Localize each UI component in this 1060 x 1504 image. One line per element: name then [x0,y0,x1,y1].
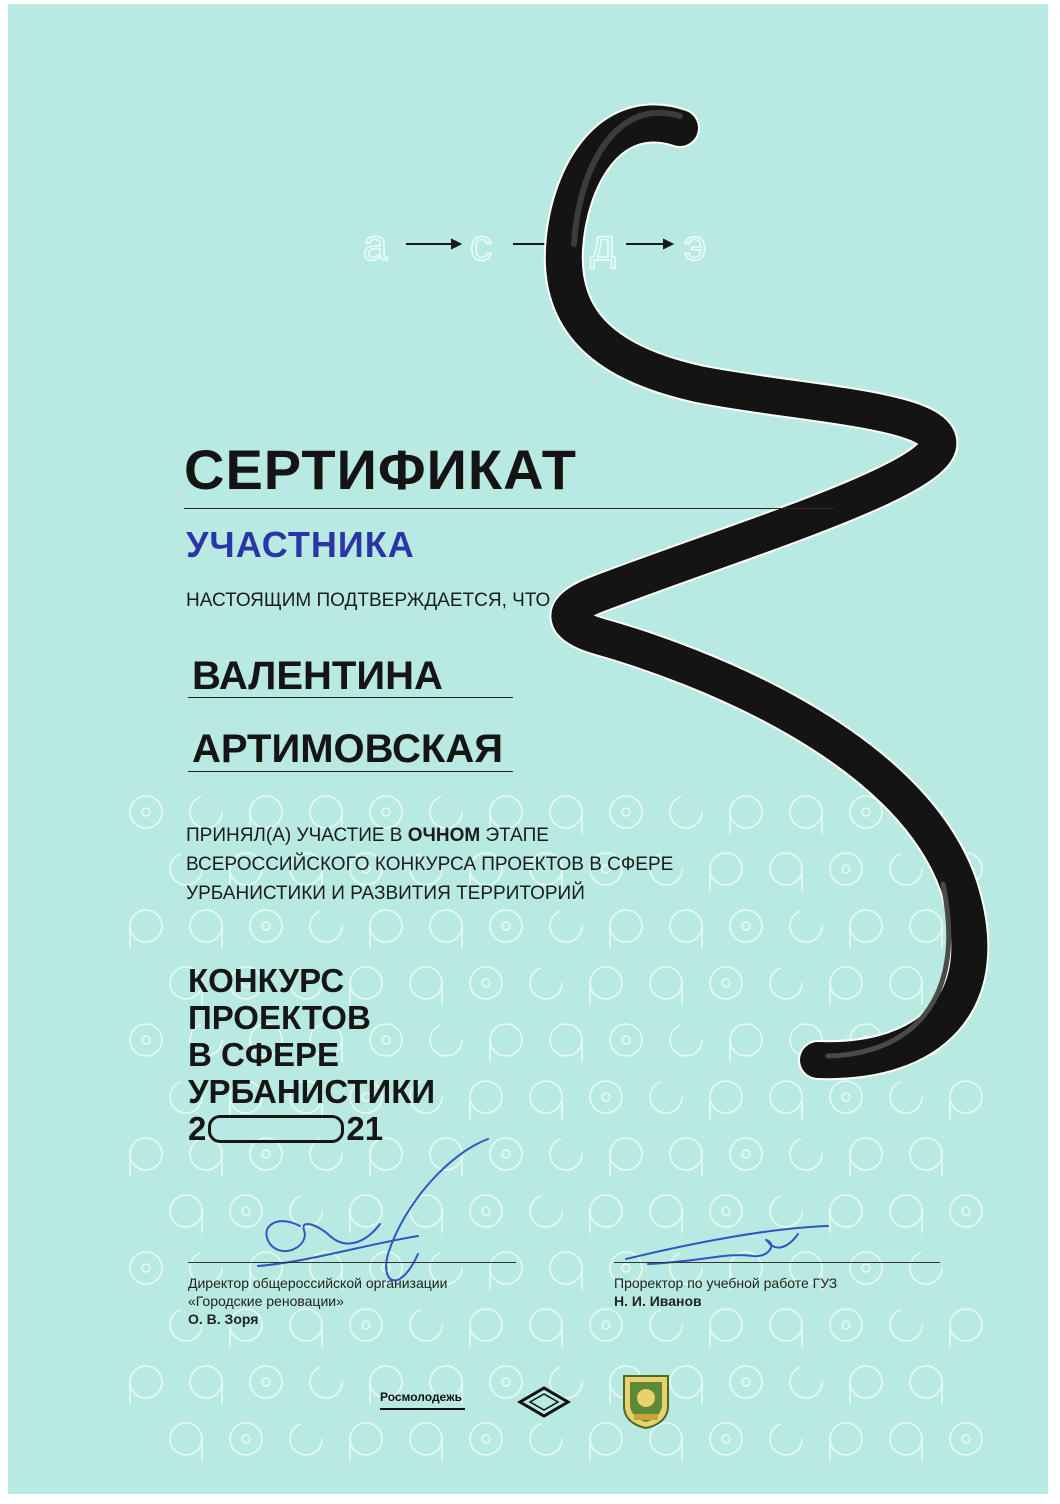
left-signature-stroke [386,1139,488,1280]
right-signature-tail [768,1234,798,1248]
contest-logo-line-4: УРБАНИСТИКИ [188,1073,436,1110]
confirmation-text: НАСТОЯЩИМ ПОДТВЕРЖДАЕТСЯ, ЧТО [186,590,551,611]
left-signatory-org: «Городские реновации» [188,1293,344,1309]
rosmolodezh-logo-underline [380,1408,465,1410]
participation-emphasis: ОЧНОМ [407,825,481,846]
right-signature-stroke [626,1226,828,1259]
right-signatory-name: Н. И. Иванов [614,1293,702,1309]
signatures-drawing [8,4,1048,1494]
year-start: 2 [188,1110,207,1147]
participation-prefix: ПРИНЯЛ(А) УЧАСТИЕ В [186,825,408,846]
contest-logo-line-1: КОНКУРС [188,962,345,999]
right-signature-loop [648,1240,771,1264]
right-signature-line [614,1262,940,1263]
right-signatory-title: Проректор по учебной работе ГУЗ [614,1275,838,1291]
logo-letter-d: д [590,221,616,270]
participant-first-name: ВАЛЕНТИНА [192,654,443,698]
participation-suffix: ЭТАПЕ [480,825,549,846]
university-emblem-icon [620,1370,672,1430]
contest-logo-line-3: В СФЕРЕ [188,1036,340,1073]
logo-letter-s: с [470,221,492,270]
participation-line-3: УРБАНИСТИКИ И РАЗВИТИЯ ТЕРРИТОРИЙ [186,883,585,904]
participant-last-name: АРТИМОВСКАЯ [192,727,503,771]
left-signature-line [188,1262,516,1263]
right-signature-block [614,1274,837,1310]
contest-logo-line-2: ПРОЕКТОВ [188,999,371,1036]
diamond-logo-icon [516,1384,572,1420]
certificate-title: СЕРТИФИКАТ [184,438,577,501]
left-signatory-name: О. В. Зоря [188,1311,259,1327]
participation-line-2: ВСЕРОССИЙСКОГО КОНКУРСА ПРОЕКТОВ В СФЕРЕ [186,854,674,875]
certificate-subtitle: УЧАСТНИКА [186,524,415,565]
year-end: 21 [346,1110,384,1147]
logo-letter-a: а [363,221,388,270]
left-signature-block [188,1274,447,1328]
logo-letter-e: э [684,221,707,270]
certificate-page [8,4,1048,1494]
rosmolodezh-logo: Росмолодежь [380,1390,462,1404]
left-signatory-title: Директор общероссийской организации [188,1275,448,1291]
